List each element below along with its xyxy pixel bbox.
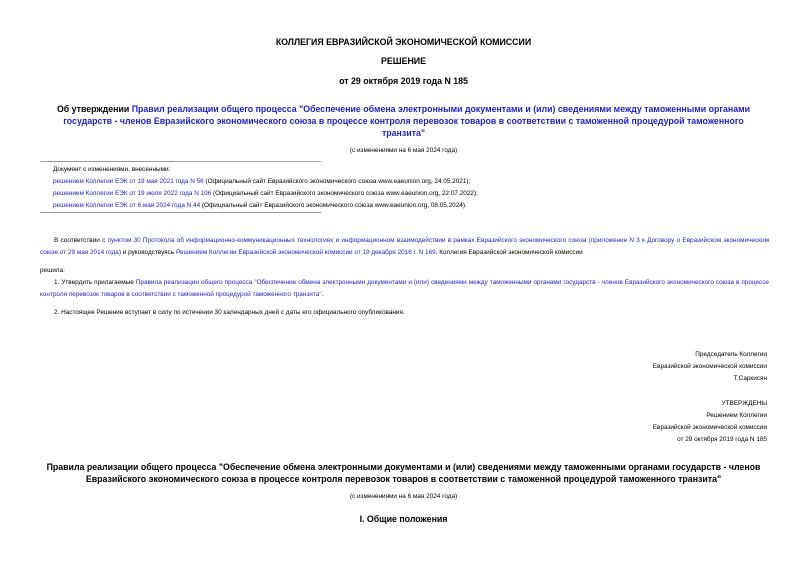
change-link[interactable]: решением Коллегии ЕЭК от 19 мая 2021 года N 56 — [53, 178, 204, 185]
item-2: 2. Настоящее Решение вступает в силу по истечении 30 календарных дней с даты его официального опубликования. — [54, 309, 405, 316]
signature-block — [467, 349, 767, 385]
subject-amendment-note: (с изменениями на 6 мая 2024 года) — [349, 147, 458, 154]
decided-label: решила: — [40, 267, 65, 274]
preamble-paragraph: В соответствии с пунктом 30 Протокола об информационно-коммуникационных технологиях и информационном взаимодействии в рамках Евразийского экономического союза (приложение N 3 к Договору о Евразийском экономическом союзе от 29 мая 2014 года) и руководствуясь Решением Коллегии Евразийской экономической комиссии от 19 декабря 2016 г. N 169, Коллегия Евразийской экономической комиссии — [40, 237, 769, 256]
rules-amendment-note: (с изменениями на 6 мая 2024 года) — [349, 493, 458, 500]
divider-top — [40, 161, 321, 162]
divider-bottom — [40, 212, 321, 213]
signature-name: Т.Саркисян — [733, 375, 767, 382]
rules-title: Правила реализации общего процесса "Обеспечение обмена электронными документами и (или) сведениями между таможенными органами государств - членов Евразийского экономического союза в процессе контроля перевозок товаров в соответствии с таможенной процедурой таможенного транзита" — [46, 462, 761, 484]
document-subject — [50, 103, 757, 139]
approved-heading: УТВЕРЖДЕНЫ — [721, 400, 767, 407]
change-item: решением Коллегии ЕЭК от 19 июля 2022 года N 106 (Официальный сайт Евразийского экономического союза www.eaeunion.org, 22.07.2022); — [53, 190, 478, 197]
change-item: решением Коллегии ЕЭК от 6 мая 2024 года N 44 (Официальный сайт Евразийского экономического союза www.eaeunion.org, 08.05.2024). — [53, 202, 467, 209]
signature-position: Председатель Коллегии — [695, 351, 767, 358]
protocol-link[interactable]: пунктом 30 Протокола об информационно-коммуникационных технологиях и информационном взаимодействии в рамках Евразийского экономического союза (приложение N 3 к Договору о Евразийском экономическом союзе от 29 мая 2014 года) — [40, 237, 769, 256]
approval-stamp — [467, 398, 767, 446]
approved-organization: Евразийской экономической комиссии — [652, 424, 767, 431]
issuing-body: КОЛЛЕГИЯ ЕВРАЗИЙСКОЙ ЭКОНОМИЧЕСКОЙ КОМИССИИ — [275, 37, 532, 47]
signature-organization: Евразийской экономической комиссии — [652, 363, 767, 370]
approved-by: Решением Коллегии — [706, 412, 767, 419]
change-link[interactable]: решением Коллегии ЕЭК от 19 июля 2022 года N 106 — [53, 190, 212, 197]
change-item: решением Коллегии ЕЭК от 19 мая 2021 года N 56 (Официальный сайт Евразийского экономического союза www.eaeunion.org, 24.05.2021); — [53, 178, 471, 185]
changes-block — [53, 164, 793, 212]
subject-prefix: Об утверждении — [56, 104, 132, 114]
document-date-number: от 29 октября 2019 года N 185 — [339, 76, 468, 86]
approved-date-number: от 29 октября 2019 года N 185 — [677, 436, 767, 443]
document-type: РЕШЕНИЕ — [381, 56, 426, 66]
change-link[interactable]: решением Коллегии ЕЭК от 6 мая 2024 года N 44 — [53, 202, 201, 209]
section-heading: I. Общие положения — [359, 514, 448, 524]
changes-intro: Документ с изменениями, внесенными: — [53, 166, 171, 173]
decision-169-link[interactable]: Решением Коллегии Евразийской экономической комиссии от 19 декабря 2016 г. N 169 — [175, 249, 436, 256]
subject-rules-link[interactable]: Правил реализации общего процесса "Обеспечение обмена электронными документами и (или) сведениями между таможенными органами государств - членов Евразийского экономического союза в процессе контроля перевозок товаров в соответствии с таможенной процедурой таможенного транзита" — [63, 104, 751, 138]
rules-link[interactable]: Правила реализации общего процесса "Обеспечение обмена электронными документами и (или) сведениями между таможенными органами государств - членов Евразийского экономического союза в процессе контроля перевозок товаров в соответствии с таможенной процедурой таможенного транзита" — [40, 279, 769, 298]
item-1: 1. Утвердить прилагаемые Правила реализации общего процесса "Обеспечение обмена электронными документами и (или) сведениями между таможенными органами государств - членов Евразийского экономического союза в процессе контроля перевозок товаров в соответствии с таможенной процедурой таможенного транзита". — [40, 279, 769, 298]
